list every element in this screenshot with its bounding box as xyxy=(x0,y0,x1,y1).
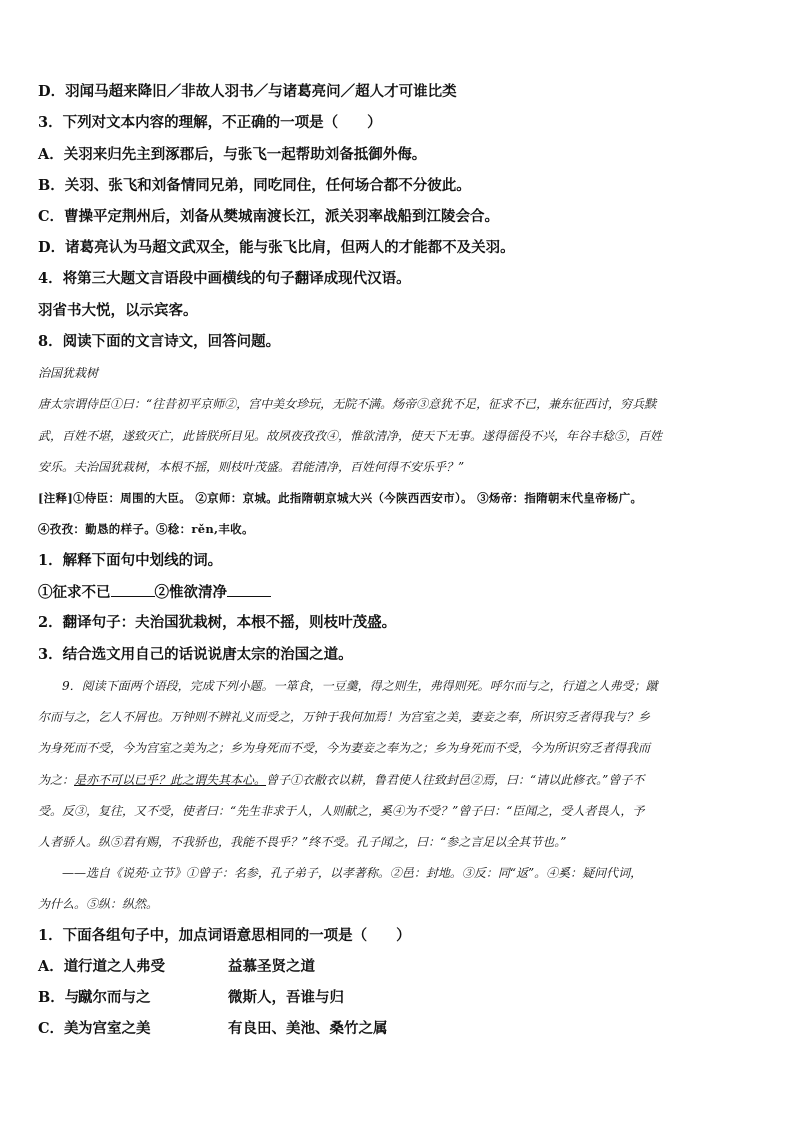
notes-line: [注释]①侍臣：周围的大臣。 ②京师：京城。此指隋朝京城大兴（今陕西西安市）。 ③炀帝：指隋朝末代皇帝杨广。 xyxy=(38,491,643,505)
option-a: A．关羽来归先主到涿郡后，与张飞一起帮助刘备抵御外侮。 xyxy=(38,146,427,163)
choice-text-1: 行道之人弗受 xyxy=(78,958,165,975)
passage-line: 人者骄人。纵⑤君有赐，不我骄也，我能不畏乎？”终不受。孔子闻之，曰：“参之言足以全其节也。” xyxy=(38,835,567,849)
subquestion-3: 3．结合选文用自己的话说说唐太宗的治国之道。 xyxy=(38,646,353,663)
passage-line: 受。反③，复往，又不受，使者曰：“先生非求于人，人则献之，奚④为不受？”曾子曰：“臣闻之，受人者畏人，予 xyxy=(38,804,645,818)
choice-label: A．道 xyxy=(38,958,79,975)
passage-line: 安乐。夫治国犹栽树，本根不摇，则枝叶茂盛。君能清净，百姓何得不安乐乎？” xyxy=(38,460,465,474)
word-1: ①征求不已 xyxy=(38,584,111,601)
notes-line: ④孜孜：勤恳的样子。⑤稔：rěn,丰收。 xyxy=(38,522,254,536)
choice-text-2: 微斯人，吾谁与归 xyxy=(228,989,344,1006)
choice-text-2: 有良田、美池、桑竹之属 xyxy=(228,1020,388,1037)
text-segment: 曾子①衣敝衣以耕，鲁君使人往致封邑②焉，曰：“请以此修衣。”曾子不 xyxy=(266,773,645,787)
passage-line: 武，百姓不堪，遂致灭亡，此皆朕所目见。故夙夜孜孜④，惟欲清净，使天下无事。遂得徭役不兴，年谷丰稔⑤，百姓 xyxy=(38,429,663,443)
choice-text-1: 蹴尔而与之 xyxy=(78,989,151,1006)
passage-line: 尔而与之，乞人不屑也。万钟则不辨礼义而受之，万钟于我何加焉！为宫室之美，妻妾之奉，所识穷乏者得我与？乡 xyxy=(38,710,651,724)
choice-label: B．与 xyxy=(38,989,80,1006)
choice-label: C．美 xyxy=(38,1020,79,1037)
question-8: 8．阅读下面的文言诗文，回答问题。 xyxy=(38,333,281,350)
choice-text-1: 为宫室之美 xyxy=(78,1020,151,1037)
text-segment: 为之： xyxy=(38,773,75,787)
source-note: ——选自《说苑·立节》①曾子：名参，孔子弟子，以孝著称。②邑：封地。③反：同“返”。④奚：疑问代词， xyxy=(62,866,643,880)
option-c: C．曹操平定荆州后，刘备从樊城南渡长江，派关羽率战船到江陵会合。 xyxy=(38,208,500,225)
choice-c xyxy=(38,1019,758,1039)
choice-a xyxy=(38,957,758,977)
passage-line: 唐太宗谓侍臣①曰：“往昔初平京师②，宫中美女珍玩，无院不满。炀帝③意犹不足，征求不已，兼东征西讨，穷兵黩 xyxy=(38,397,657,411)
question-3: 3．下列对文本内容的理解，不正确的一项是（ ） xyxy=(38,114,382,131)
passage-line: 为身死而不受，今为宫室之美为之；乡为身死而不受，今为妻妾之奉为之；乡为身死而不受，今为所识穷乏者得我而 xyxy=(38,741,651,755)
fill-blanks xyxy=(38,582,758,603)
choice-text-2: 益慕圣贤之道 xyxy=(228,958,315,975)
question-4: 4．将第三大题文言语段中画横线的句子翻译成现代汉语。 xyxy=(38,270,411,287)
passage-line xyxy=(38,770,758,790)
blank-2[interactable] xyxy=(227,582,271,597)
question-9: 9．阅读下面两个语段，完成下列小题。一箪食，一豆羹，得之则生，弗得则死。呼尔而与之，行道之人弗受；蹴 xyxy=(62,679,658,693)
source-note: 为什么。⑤纵：纵然。 xyxy=(38,897,159,911)
subquestion-1: 1．解释下面句中划线的词。 xyxy=(38,552,223,569)
passage-title: 治国犹栽树 xyxy=(38,366,99,380)
translate-sentence: 羽省书大悦，以示宾客。 xyxy=(38,302,198,319)
option-b: B．关羽、张飞和刘备情同兄弟，同吃同住，任何场合都不分彼此。 xyxy=(38,177,471,194)
option-d: D．诸葛亮认为马超文武双全，能与张飞比肩，但两人的才能都不及关羽。 xyxy=(38,239,515,256)
subquestion-1b: 1．下面各组句子中，加点词语意思相同的一项是（ ） xyxy=(38,927,411,944)
subquestion-2: 2．翻译句子：夫治国犹栽树，本根不摇，则枝叶茂盛。 xyxy=(38,614,397,631)
word-2: ②惟欲清净 xyxy=(154,584,227,601)
choice-b xyxy=(38,988,758,1008)
line-d-option: D．羽闻马超来降旧／非故人羽书／与诸葛亮问／超人才可谁比类 xyxy=(38,83,457,100)
blank-1[interactable] xyxy=(111,582,155,597)
underlined-sentence: 是亦不可以已乎？此之谓失其本心。 xyxy=(74,773,267,787)
